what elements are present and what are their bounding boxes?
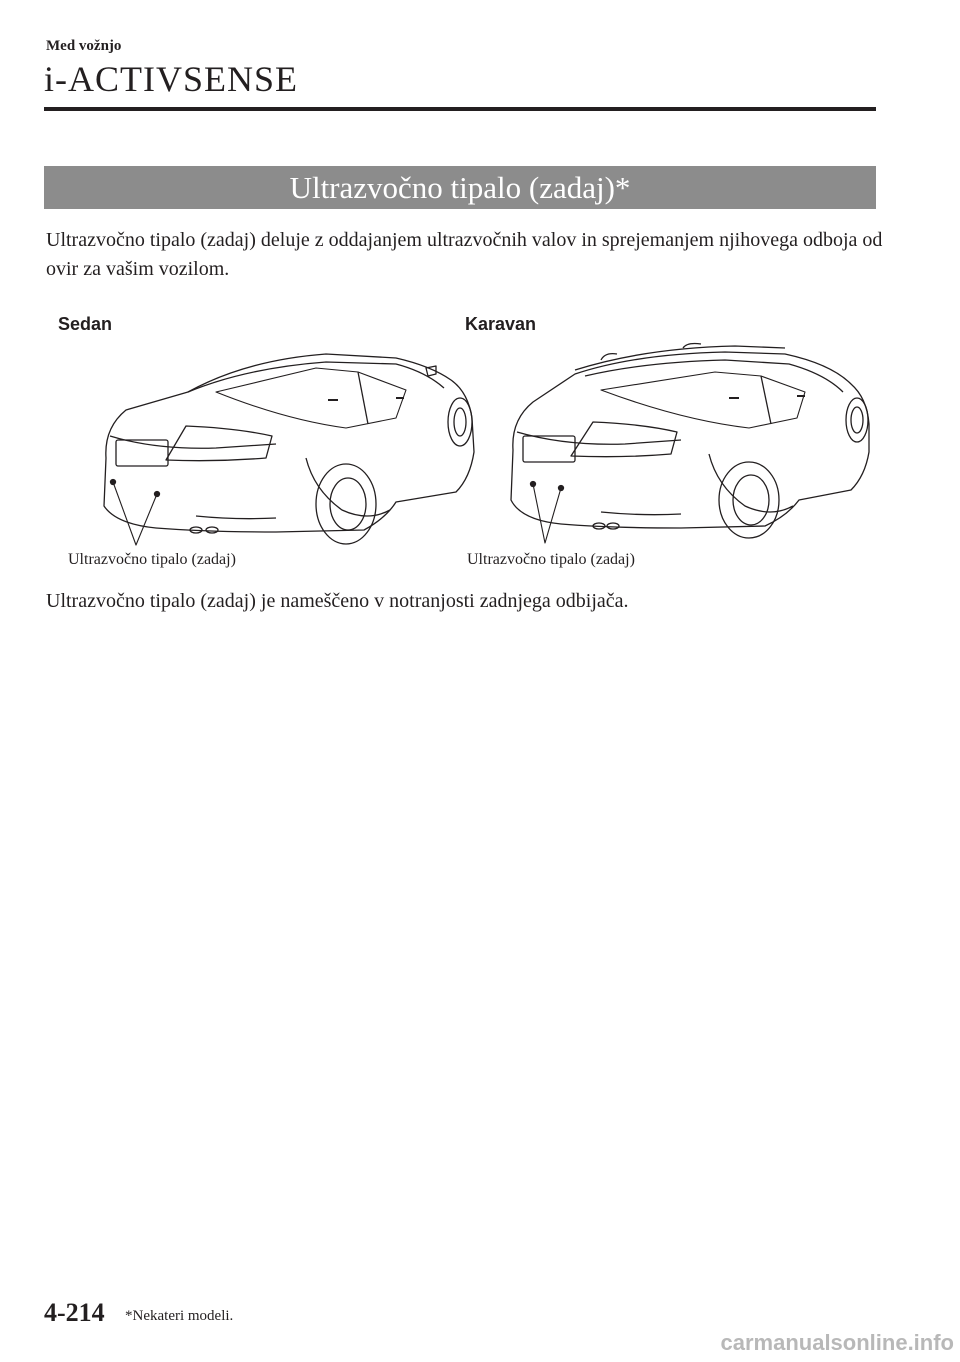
sedan-rear-illustration	[96, 340, 478, 552]
karavan-rear-illustration	[505, 340, 873, 546]
callout-sensor-sedan: Ultrazvočno tipalo (zadaj)	[68, 551, 236, 568]
watermark: carmanualsonline.info	[720, 1330, 954, 1355]
section-heading: Ultrazvočno tipalo (zadaj)*	[44, 166, 876, 209]
intro-paragraph: Ultrazvočno tipalo (zadaj) deluje z oddajanjem ultrazvočnih valov in sprejemanjem njihovega odboja od ovir za vašim vozilom.	[46, 229, 883, 280]
chapter-title: i-ACTIVSENSE	[44, 59, 298, 99]
chapter-divider	[44, 107, 876, 111]
section-kicker: Med vožnjo	[46, 38, 122, 54]
page-number: 4-214	[44, 1298, 105, 1327]
footnote: *Nekateri modeli.	[125, 1308, 234, 1324]
closing-paragraph: Ultrazvočno tipalo (zadaj) je nameščeno v notranjosti zadnjega odbijača.	[46, 590, 629, 612]
figure-label-karavan: Karavan	[465, 314, 537, 334]
figure-label-sedan: Sedan	[58, 314, 113, 334]
callout-sensor-karavan: Ultrazvočno tipalo (zadaj)	[467, 551, 635, 568]
